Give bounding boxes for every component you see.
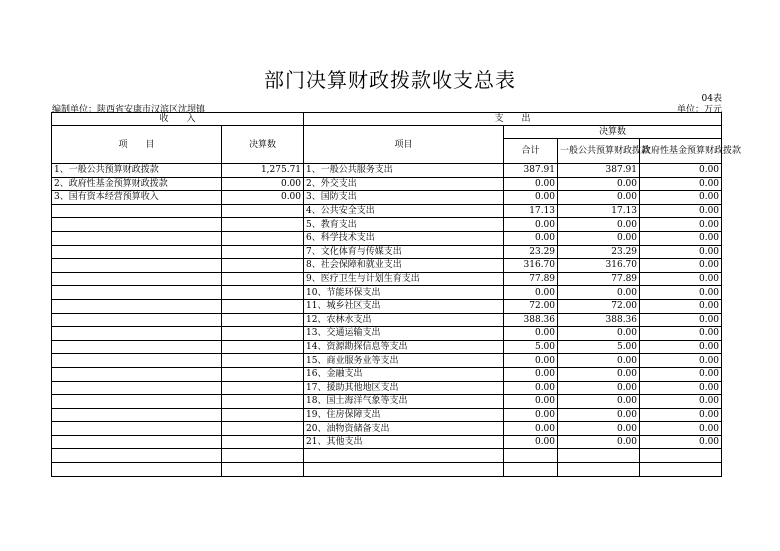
expense-total-value: 0.00 bbox=[504, 367, 558, 381]
expense-fund-value: 0.00 bbox=[640, 395, 722, 409]
income-item-name bbox=[52, 218, 222, 232]
expense-fund-value: 0.00 bbox=[640, 435, 722, 449]
expense-general-value: 0.00 bbox=[558, 367, 640, 381]
income-section-header: 收 入 bbox=[52, 113, 304, 126]
expense-total-value: 0.00 bbox=[504, 218, 558, 232]
expense-general-value: 0.00 bbox=[558, 435, 640, 449]
table-row bbox=[52, 299, 722, 313]
expense-general-value: 0.00 bbox=[558, 381, 640, 395]
expense-fund-value: 0.00 bbox=[640, 422, 722, 436]
expense-item-header: 项目 bbox=[304, 126, 504, 164]
expense-item-name: 10、节能环保支出 bbox=[304, 286, 504, 300]
expense-item-name: 15、商业服务业等支出 bbox=[304, 354, 504, 368]
expense-item-name: 7、文化体育与传媒支出 bbox=[304, 245, 504, 259]
total-header: 合计 bbox=[504, 139, 558, 164]
expense-fund-value: 0.00 bbox=[640, 164, 722, 178]
table-body bbox=[52, 164, 722, 477]
income-item-name bbox=[52, 327, 222, 341]
income-item-value bbox=[222, 449, 304, 463]
expense-fund-value: 0.00 bbox=[640, 231, 722, 245]
expense-total-value: 388.36 bbox=[504, 313, 558, 327]
expense-total-value: 23.29 bbox=[504, 245, 558, 259]
income-item-name: 2、政府性基金预算财政拨款 bbox=[52, 177, 222, 191]
expense-total-value: 0.00 bbox=[504, 286, 558, 300]
table-row bbox=[52, 313, 722, 327]
table-row bbox=[52, 245, 722, 259]
income-item-value bbox=[222, 340, 304, 354]
expense-item-name bbox=[304, 463, 504, 477]
income-item-value bbox=[222, 299, 304, 313]
expense-general-value bbox=[558, 463, 640, 477]
expense-fund-value: 0.00 bbox=[640, 218, 722, 232]
expense-item-name: 21、其他支出 bbox=[304, 435, 504, 449]
table-row bbox=[52, 327, 722, 341]
income-item-name bbox=[52, 367, 222, 381]
expense-general-value bbox=[558, 449, 640, 463]
table-row bbox=[52, 449, 722, 463]
expense-total-value: 0.00 bbox=[504, 354, 558, 368]
expense-total-value: 0.00 bbox=[504, 422, 558, 436]
expense-total-value: 0.00 bbox=[504, 435, 558, 449]
table-row bbox=[52, 191, 722, 205]
expense-item-name: 16、金融支出 bbox=[304, 367, 504, 381]
expense-total-value: 0.00 bbox=[504, 177, 558, 191]
expense-total-value: 5.00 bbox=[504, 340, 558, 354]
expense-general-value: 17.13 bbox=[558, 204, 640, 218]
income-item-name: 1、一般公共预算财政拨款 bbox=[52, 164, 222, 178]
table-row bbox=[52, 204, 722, 218]
expense-general-value: 316.70 bbox=[558, 259, 640, 273]
expense-fund-value: 0.00 bbox=[640, 272, 722, 286]
expense-general-value: 0.00 bbox=[558, 218, 640, 232]
income-item-name bbox=[52, 381, 222, 395]
income-item-value bbox=[222, 395, 304, 409]
income-item-name bbox=[52, 272, 222, 286]
expense-general-value: 0.00 bbox=[558, 395, 640, 409]
expense-item-name: 5、教育支出 bbox=[304, 218, 504, 232]
expense-fund-value: 0.00 bbox=[640, 367, 722, 381]
expense-fund-value: 0.00 bbox=[640, 259, 722, 273]
expense-total-value: 0.00 bbox=[504, 395, 558, 409]
organization-label: 编制单位：陕西省安康市汉滨区沈坝镇 bbox=[52, 105, 206, 115]
expense-general-value: 77.89 bbox=[558, 272, 640, 286]
expense-fund-value: 0.00 bbox=[640, 408, 722, 422]
table-row bbox=[52, 354, 722, 368]
expense-general-value: 0.00 bbox=[558, 191, 640, 205]
expense-total-value bbox=[504, 463, 558, 477]
expense-total-value: 0.00 bbox=[504, 231, 558, 245]
income-item-name bbox=[52, 449, 222, 463]
expense-fund-value bbox=[640, 463, 722, 477]
income-item-name bbox=[52, 299, 222, 313]
expense-fund-value: 0.00 bbox=[640, 327, 722, 341]
expense-total-value: 0.00 bbox=[504, 327, 558, 341]
expense-item-name: 2、外交支出 bbox=[304, 177, 504, 191]
expense-general-value: 0.00 bbox=[558, 422, 640, 436]
expense-fund-value: 0.00 bbox=[640, 191, 722, 205]
expense-item-name: 11、城乡社区支出 bbox=[304, 299, 504, 313]
table-row bbox=[52, 435, 722, 449]
expense-item-name: 19、住房保障支出 bbox=[304, 408, 504, 422]
table-row bbox=[52, 218, 722, 232]
expense-fund-value: 0.00 bbox=[640, 313, 722, 327]
income-item-name bbox=[52, 204, 222, 218]
income-item-value bbox=[222, 231, 304, 245]
expense-general-value: 0.00 bbox=[558, 354, 640, 368]
expense-section-header: 支 出 bbox=[304, 113, 722, 126]
expense-total-value: 0.00 bbox=[504, 381, 558, 395]
income-item-name bbox=[52, 408, 222, 422]
income-item-value bbox=[222, 367, 304, 381]
table-row bbox=[52, 286, 722, 300]
income-item-value bbox=[222, 286, 304, 300]
expense-item-name: 12、农林水支出 bbox=[304, 313, 504, 327]
general-budget-header: 一般公共预算财政拨款 bbox=[558, 139, 640, 164]
table-row bbox=[52, 231, 722, 245]
expense-general-value: 0.00 bbox=[558, 408, 640, 422]
expense-general-value: 23.29 bbox=[558, 245, 640, 259]
income-item-name bbox=[52, 354, 222, 368]
expense-item-name: 9、医疗卫生与计划生育支出 bbox=[304, 272, 504, 286]
table-row bbox=[52, 177, 722, 191]
income-item-name bbox=[52, 395, 222, 409]
header-row-1 bbox=[52, 126, 722, 139]
expense-total-value bbox=[504, 449, 558, 463]
table-row bbox=[52, 381, 722, 395]
expense-general-value: 0.00 bbox=[558, 327, 640, 341]
final-amount-header: 决算数 bbox=[504, 126, 722, 139]
income-item-header: 项 目 bbox=[52, 126, 222, 164]
expense-total-value: 0.00 bbox=[504, 408, 558, 422]
expense-total-value: 72.00 bbox=[504, 299, 558, 313]
expense-fund-value: 0.00 bbox=[640, 381, 722, 395]
income-item-value: 1,275.71 bbox=[222, 164, 304, 178]
expense-item-name: 8、社会保障和就业支出 bbox=[304, 259, 504, 273]
income-item-value: 0.00 bbox=[222, 177, 304, 191]
table-row bbox=[52, 272, 722, 286]
income-item-name bbox=[52, 340, 222, 354]
income-item-name bbox=[52, 313, 222, 327]
income-item-value bbox=[222, 204, 304, 218]
table-row bbox=[52, 395, 722, 409]
expense-fund-value bbox=[640, 449, 722, 463]
income-item-value bbox=[222, 245, 304, 259]
form-number: 04表 bbox=[701, 94, 722, 104]
expense-total-value: 387.91 bbox=[504, 164, 558, 178]
table-row bbox=[52, 422, 722, 436]
income-item-name: 3、国有资本经营预算收入 bbox=[52, 191, 222, 205]
header-row-sections bbox=[52, 113, 722, 126]
expense-general-value: 0.00 bbox=[558, 231, 640, 245]
expense-general-value: 72.00 bbox=[558, 299, 640, 313]
table-row bbox=[52, 259, 722, 273]
expense-item-name: 1、一般公共服务支出 bbox=[304, 164, 504, 178]
expense-general-value: 5.00 bbox=[558, 340, 640, 354]
income-item-value bbox=[222, 463, 304, 477]
income-item-value bbox=[222, 435, 304, 449]
income-item-name bbox=[52, 231, 222, 245]
income-item-value bbox=[222, 218, 304, 232]
expense-item-name: 18、国土海洋气象等支出 bbox=[304, 395, 504, 409]
expense-item-name bbox=[304, 449, 504, 463]
income-item-value bbox=[222, 272, 304, 286]
expense-general-value: 0.00 bbox=[558, 286, 640, 300]
income-item-value: 0.00 bbox=[222, 191, 304, 205]
expense-fund-value: 0.00 bbox=[640, 340, 722, 354]
expense-fund-value: 0.00 bbox=[640, 354, 722, 368]
table-row bbox=[52, 340, 722, 354]
income-item-value bbox=[222, 327, 304, 341]
expense-fund-value: 0.00 bbox=[640, 204, 722, 218]
income-item-value bbox=[222, 408, 304, 422]
income-item-name bbox=[52, 245, 222, 259]
expense-total-value: 316.70 bbox=[504, 259, 558, 273]
expense-fund-value: 0.00 bbox=[640, 245, 722, 259]
expense-item-name: 13、交通运输支出 bbox=[304, 327, 504, 341]
expense-general-value: 0.00 bbox=[558, 177, 640, 191]
income-item-name bbox=[52, 422, 222, 436]
expense-fund-value: 0.00 bbox=[640, 299, 722, 313]
table-row bbox=[52, 408, 722, 422]
income-item-name bbox=[52, 435, 222, 449]
unit-label: 单位：万元 bbox=[676, 105, 722, 115]
gov-fund-header: 政府性基金预算财政拨款 bbox=[640, 139, 722, 164]
expense-item-name: 14、资源勘探信息等支出 bbox=[304, 340, 504, 354]
budget-summary-table bbox=[51, 112, 742, 477]
table-row bbox=[52, 367, 722, 381]
income-amount-header: 决算数 bbox=[222, 126, 304, 164]
expense-fund-value: 0.00 bbox=[640, 177, 722, 191]
table-row bbox=[52, 463, 722, 477]
expense-total-value: 17.13 bbox=[504, 204, 558, 218]
expense-item-name: 20、油物资储备支出 bbox=[304, 422, 504, 436]
income-item-value bbox=[222, 354, 304, 368]
expense-item-name: 3、国防支出 bbox=[304, 191, 504, 205]
expense-total-value: 0.00 bbox=[504, 191, 558, 205]
expense-item-name: 4、公共安全支出 bbox=[304, 204, 504, 218]
table-row bbox=[52, 164, 722, 178]
income-item-name bbox=[52, 259, 222, 273]
expense-total-value: 77.89 bbox=[504, 272, 558, 286]
income-item-name bbox=[52, 463, 222, 477]
income-item-value bbox=[222, 259, 304, 273]
expense-item-name: 17、援助其他地区支出 bbox=[304, 381, 504, 395]
expense-item-name: 6、科学技术支出 bbox=[304, 231, 504, 245]
income-item-value bbox=[222, 381, 304, 395]
income-item-name bbox=[52, 286, 222, 300]
expense-general-value: 388.36 bbox=[558, 313, 640, 327]
income-item-value bbox=[222, 422, 304, 436]
expense-fund-value: 0.00 bbox=[640, 286, 722, 300]
page-title: 部门决算财政拨款收支总表 bbox=[264, 68, 516, 92]
income-item-value bbox=[222, 313, 304, 327]
expense-general-value: 387.91 bbox=[558, 164, 640, 178]
